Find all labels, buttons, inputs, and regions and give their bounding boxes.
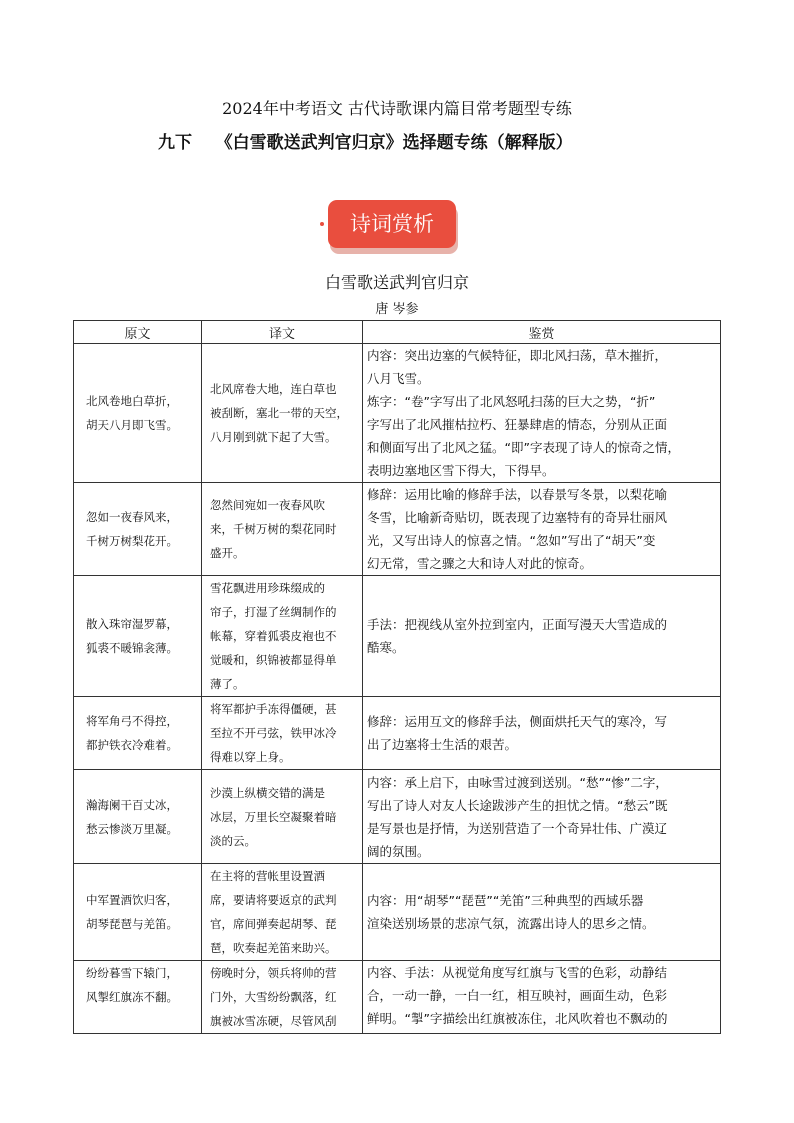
cell-translation [202,697,363,770]
cell-line: 鲜明。“掣”字描绘出红旗被冻住，北风吹着也不飘动的 [367,1011,668,1026]
cell-line: 幻无常，雪之骤之大和诗人对此的惊奇。 [367,556,593,571]
cell-line: 门外，大雪纷纷飘落，红 [210,990,337,1004]
cell-line: 炼字：“卷”字写出了北风怒吼扫荡的巨大之势，“折” [367,394,656,409]
table-row [74,576,721,697]
cell-original [74,344,202,483]
cell-line: 写出了诗人对友人长途跋涉产生的担忧之情。“愁云”既 [367,797,668,813]
cell-line: 酷寒。 [367,640,405,655]
cell-line: 八月飞雪。 [367,371,430,386]
header-appreciation: 鉴赏 [363,321,721,344]
cell-line: 出了边塞将士生活的艰苦。 [367,737,518,752]
cell-line: 字写出了北风摧枯拉朽、狂暴肆虐的情态，分别从正面 [367,417,668,432]
cell-line: 内容、手法：从视觉角度写红旗与飞雪的色彩，动静结 [367,965,668,980]
cell-line: 是写景也是抒情，为送别营造了一个奇异壮伟、广漠辽 [367,820,668,836]
cell-line: 表明边塞地区雪下得大，下得早。 [367,463,555,478]
table-row [74,697,721,770]
cell-appreciation [363,344,721,483]
header-translation: 译文 [202,321,363,344]
cell-original [74,483,202,576]
cell-line: 和侧面写出了北风之猛。“即”字表现了诗人的惊奇之情， [367,440,680,455]
cell-appreciation [363,483,721,576]
cell-line: 冬雪，比喻新奇贴切，既表现了边塞特有的奇异壮丽风 [367,510,668,525]
cell-line: 愁云惨淡万里凝。 [86,821,178,836]
cell-line: 来，千树万树的梨花同时 [210,522,337,536]
cell-line: 琶，吹奏起羌笛来助兴。 [210,941,337,955]
cell-line: 淡的云。 [210,833,256,848]
cell-original [74,576,202,697]
cell-line: 忽然间宛如一夜春风吹 [210,498,325,512]
cell-line: 合，一动一静，一白一红，相互映衬，画面生动，色彩 [367,988,668,1003]
cell-line: 阔的氛围。 [367,843,430,859]
document-title: 九下 《白雪歌送武判官归京》选择题专练（解释版） [158,133,573,153]
cell-line: 瀚海阑干百丈冰， [86,797,178,812]
cell-line: 散入珠帘湿罗幕， [86,617,178,631]
cell-line: 纷纷暮雪下辕门， [86,966,178,980]
cell-line: 将军角弓不得控， [86,714,178,728]
cell-line: 内容：承上启下，由咏雪过渡到送别。“愁”“惨”二字， [367,774,668,790]
poem-author: 唐 岑参 [375,302,419,317]
cell-line: 都护铁衣冷难着。 [86,738,178,752]
cell-line: 在主将的营帐里设置酒 [210,869,325,883]
cell-line: 帐幕，穿着狐裘皮袍也不 [210,629,337,643]
cell-line: 北风卷地白草折， [86,394,178,408]
poem-analysis-table [73,320,721,1034]
cell-translation [202,344,363,483]
cell-line: 忽如一夜春风来， [86,510,178,524]
cell-original [74,864,202,961]
cell-original [74,961,202,1034]
table-row [74,344,721,483]
cell-line: 光，又写出诗人的惊喜之情。“忽如”写出了“胡天”变 [367,533,656,548]
cell-appreciation [363,770,721,864]
cell-line: 傍晚时分，领兵将帅的营 [210,966,337,980]
cell-line: 被刮断，塞北一带的天空， [210,406,348,420]
table-row [74,770,721,864]
cell-line: 旗被冰雪冻硬，尽管风刮 [210,1014,337,1028]
badge-dot [320,222,324,226]
cell-translation [202,864,363,961]
cell-line: 风掣红旗冻不翻。 [86,990,178,1004]
cell-translation [202,576,363,697]
cell-line: 帘子，打湿了丝绸制作的 [210,605,337,619]
badge-label: 诗词赏析 [328,200,456,248]
cell-translation [202,961,363,1034]
cell-line: 中军置酒饮归客， [86,893,178,907]
cell-line: 狐裘不暖锦衾薄。 [86,641,178,655]
cell-translation [202,770,363,864]
cell-original [74,697,202,770]
cell-line: 将军都护手冻得僵硬，甚 [210,702,337,716]
cell-line: 内容：突出边塞的气候特征，即北风扫荡，草木摧折， [367,348,668,363]
section-badge [324,200,464,256]
cell-original [74,770,202,864]
cell-line: 胡天八月即飞雪。 [86,418,178,432]
cell-appreciation [363,576,721,697]
cell-line: 修辞：运用比喻的修辞手法，以春景写冬景，以梨花喻 [367,487,668,502]
cell-line: 修辞：运用互文的修辞手法，侧面烘托天气的寒冷，写 [367,714,668,729]
table-row [74,864,721,961]
poem-title: 白雪歌送武判官归京 [324,273,469,292]
cell-translation [202,483,363,576]
table-header-row [74,321,721,344]
cell-line: 雪花飘进用珍珠缀成的 [210,581,325,595]
cell-appreciation [363,961,721,1034]
cell-line: 席，要请将要返京的武判 [210,893,337,907]
cell-line: 八月刚到就下起了大雪。 [210,430,337,444]
cell-line: 冰层，万里长空凝聚着暗 [210,809,337,824]
cell-line: 官，席间弹奏起胡琴、琵 [210,917,337,931]
table-row [74,483,721,576]
document-subtitle: 2024年中考语文 古代诗歌课内篇目常考题型专练 [222,99,572,118]
cell-line: 得难以穿上身。 [210,750,291,764]
cell-line: 盛开。 [210,546,245,560]
cell-appreciation [363,697,721,770]
table-row [74,961,721,1034]
cell-line: 沙漠上纵横交错的满是 [210,785,325,800]
cell-line: 薄了。 [210,677,245,691]
cell-line: 内容：用“胡琴”“琵琶”“羌笛”三种典型的西域乐器 [367,893,644,908]
cell-line: 觉暖和，织锦被都显得单 [210,653,337,667]
cell-line: 千树万树梨花开。 [86,534,178,548]
header-original: 原文 [74,321,202,344]
cell-line: 胡琴琵琶与羌笛。 [86,917,178,931]
cell-line: 北风席卷大地，连白草也 [210,382,337,396]
cell-line: 手法：把视线从室外拉到室内，正面写漫天大雪造成的 [367,617,668,632]
cell-line: 渲染送别场景的悲凉气氛，流露出诗人的思乡之情。 [367,916,655,931]
cell-line: 至拉不开弓弦，铁甲冰冷 [210,726,337,740]
cell-appreciation [363,864,721,961]
table-body [74,344,721,1034]
